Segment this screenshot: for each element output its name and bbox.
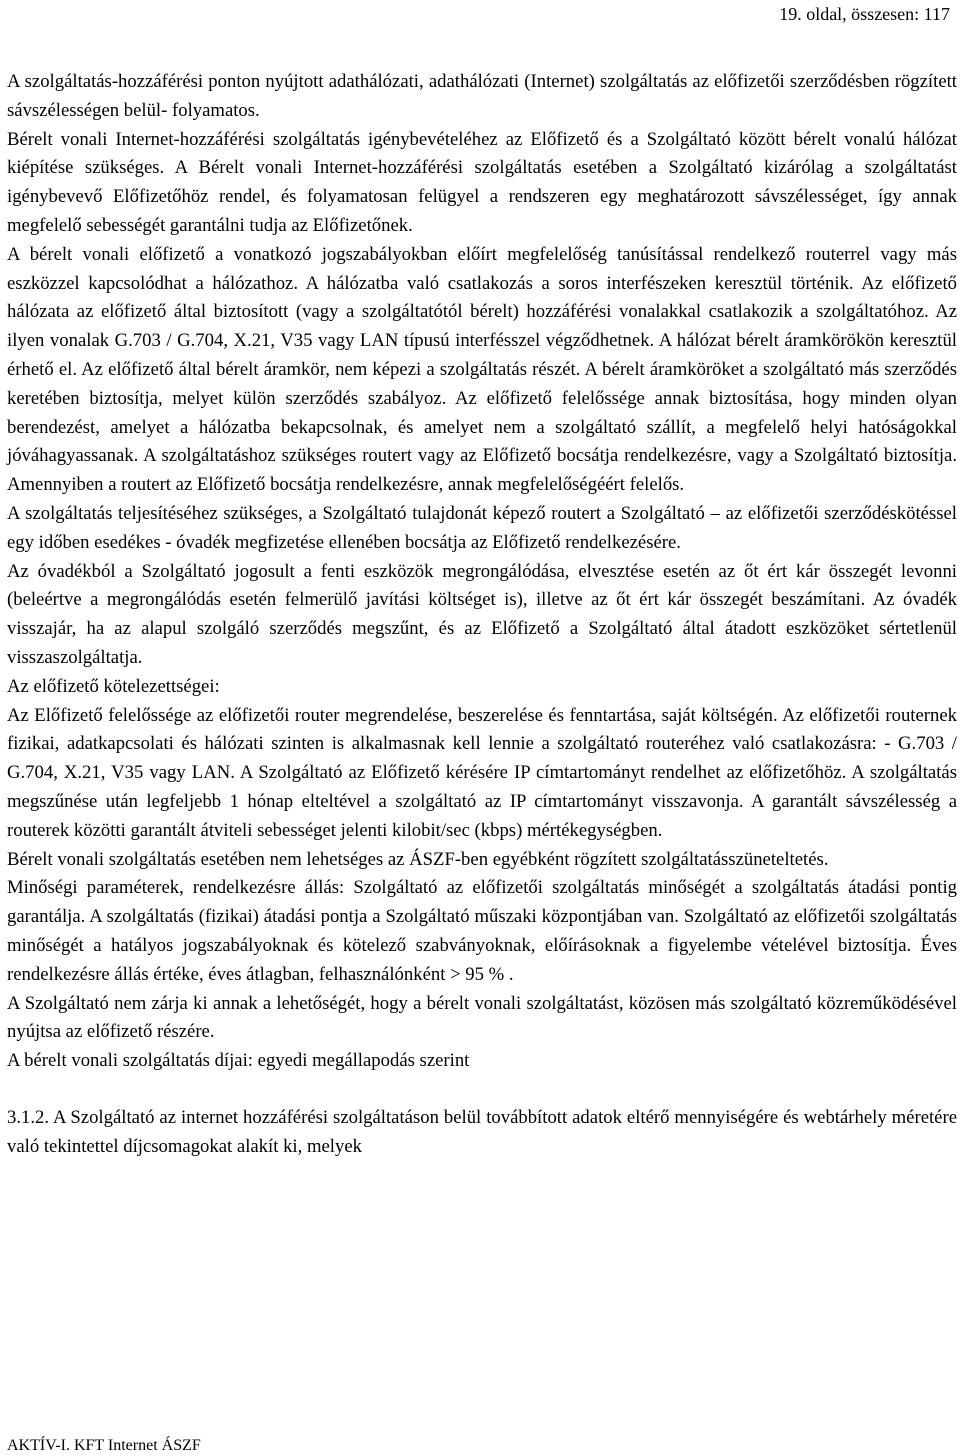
paragraph-access-point: A szolgáltatás-hozzáférési ponton nyújtott adathálózati, adathálózati (Internet) szolgáltatás az előfizetői szerződésben rögzített sávszélességen belül- folyamatos. [7,71,957,121]
paragraph-fees: A bérelt vonali szolgáltatás díjai: egyedi megállapodás szerint [7,1050,470,1072]
paragraph-cooperation: A Szolgáltató nem zárja ki annak a lehetőségét, hogy a bérelt vonali szolgáltatást, közösen más szolgáltató közreműködésével nyújtsa az előfizető részére. [7,992,957,1043]
document-body [7,68,957,1161]
page-number-header: 19. oldal, összesen: 117 [779,4,950,24]
paragraph-suspension: Bérelt vonali szolgáltatás esetében nem lehetséges az ÁSZF-ben egyébként rögzített szolgáltatásszüneteltetés. [7,848,829,870]
paragraph-subscriber-obligations: Az Előfizető felelőssége az előfizetői router megrendelése, beszerelése és fenntartása, saját költségén. Az előfizetői routernek fizikai, adatkapcsolati és hálózati szinten is alkalmasnak kell lennie a szolgáltató routeréhez való csatlakozásra: - G.703 / G.704, X.21, V35 vagy LAN. A Szolgáltató az Előfizető kérésére IP címtartományt rendelhet az előfizetőhöz. A szolgáltatás megszűnése után legfeljebb 1 hónap elteltével a szolgáltató az IP címtartományt visszavonja. A garantált sávszélesség a routerek közötti garantált átviteli sebességet jelenti kilobit/sec (kbps) mértékegységben. [7,704,957,841]
paragraph-deposit-usage: Az óvadékból a Szolgáltató jogosult a fenti eszközök megrongálódása, elvesztése esetén az őt ért kár összegét levonni (beleértve a megrongálódás esetén felmerülő javítási költséget is), illetve az őt ért kár összegét beszámítani. Az óvadék visszajár, ha az alapul szolgáló szerződés megszűnt, és az Előfizető a Szolgáltató által átadott eszközöket sértetlenül visszaszolgáltatja. [7,560,957,668]
paragraph-router-requirements: A bérelt vonali előfizető a vonatkozó jogszabályokban előírt megfelelőség tanúsítással rendelkező routerrel vagy más eszközzel kapcsolódhat a hálózathoz. A hálózatba való csatlakozás a soros interfészeken keresztül történik. Az előfizető hálózata az előfizető által biztosított (vagy a szolgáltatótól bérelt) hozzáférési vonalakkal csatlakozik a szolgáltatóhoz. Az ilyen vonalak G.703 / G.704, X.21, V35 vagy LAN típusú interfésszel végződhetnek. A hálózat bérelt áramkörökön keresztül érhető el. Az előfizető által bérelt áramkör, nem képezi a szolgáltatás részét. A bérelt áramköröket a szolgáltató más szerződés keretében biztosítja, melyet külön szerződés szabályoz. Az előfizető felelőssége annak biztosítása, hogy minden olyan berendezést, amelyet a hálózatba bekapcsolnak, és amelyet nem a szolgáltató szállít, a megfelelő helyi hatóságokkal jóváhagyassanak. A szolgáltatáshoz szükséges routert vagy az Előfizető bocsátja rendelkezésre, vagy a Szolgáltató biztosítja. Amennyiben a routert az Előfizető bocsátja rendelkezésre, annak megfelelőségéért felelős. [7,243,957,496]
paragraph-section-3-1-2: 3.1.2. A Szolgáltató az internet hozzáférési szolgáltatáson belül továbbított adatok eltérő mennyiségére és webtárhely méretére való tekintettel díjcsomagokat alakít ki, melyek [7,1106,957,1157]
paragraph-quality-parameters: Minőségi paraméterek, rendelkezésre állás: Szolgáltató az előfizetői szolgáltatás minőségét a szolgáltatás átadási pontig garantálja. A szolgáltatás (fizikai) átadási pontja a Szolgáltató műszaki központjában van. Szolgáltató az előfizetői szolgáltatás minőségét a hatályos jogszabályoknak és kötelező szabványoknak, előírásoknak a figyelembe vételével biztosítja. Éves rendelkezésre állás értéke, éves átlagban, felhasználónként > 95 % . [7,877,957,985]
page-footer: AKTÍV-I. KFT Internet ÁSZF [7,1437,201,1454]
paragraph-leased-line-intro: Bérelt vonali Internet-hozzáférési szolgáltatás igénybevételéhez az Előfizető és a Szolgáltató között bérelt vonalú hálózat kiépítése szükséges. A Bérelt vonali Internet-hozzáférési szolgáltatás esetében a Szolgáltató kizárólag a szolgáltatást igénybevevő Előfizetőhöz rendel, és folyamatosan felügyel a rendszeren egy meghatározott sávszélességet, így annak megfelelő sebességét garantálni tudja az Előfizetőnek. [7,128,957,236]
paragraph-subscriber-obligations-heading: Az előfizető kötelezettségei: [7,675,220,697]
paragraph-router-deposit: A szolgáltatás teljesítéséhez szükséges, a Szolgáltató tulajdonát képező routert a Szolgáltató – az előfizetői szerződéskötéssel egy időben esedékes - óvadék megfizetése ellenében bocsátja az Előfizető rendelkezésére. [7,502,957,553]
